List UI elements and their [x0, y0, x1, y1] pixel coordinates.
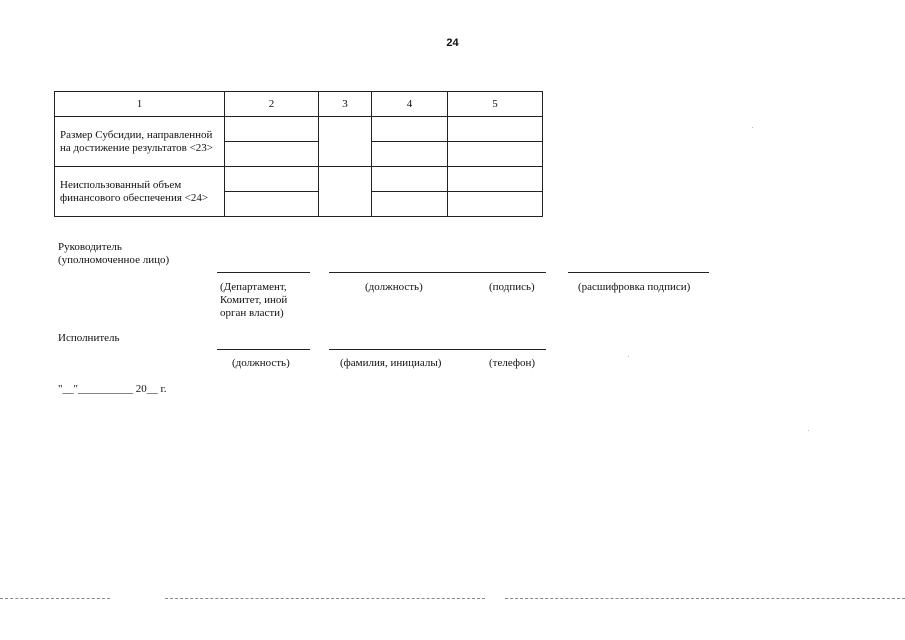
head-label: Руководитель (уполномоченное лицо)	[58, 241, 170, 266]
department-caption: (Департамент, Комитет, иной орган власти)	[220, 281, 288, 319]
department-signature-line	[217, 272, 310, 273]
executor-phone-caption: (телефон)	[489, 357, 536, 369]
row-label-unused-funds: Неиспользованный объем финансового обеспечения <24>	[55, 167, 225, 217]
column-number-4: 4	[372, 92, 448, 117]
row-label-subsidy-amount: Размер Субсидии, направленной на достижение результатов <23>	[55, 117, 225, 167]
table-cell	[372, 167, 448, 192]
decryption-signature-line	[568, 272, 709, 273]
table-cell	[448, 167, 543, 192]
executor-name-caption: (фамилия, инициалы)	[340, 357, 442, 369]
scan-speck	[628, 356, 629, 357]
signature-caption: (подпись)	[489, 281, 535, 293]
table-cell	[319, 167, 372, 217]
page-number: 24	[446, 37, 459, 49]
scan-speck	[808, 430, 809, 431]
decryption-caption: (расшифровка подписи)	[578, 281, 691, 293]
executor-position-caption: (должность)	[232, 357, 290, 369]
table-cell	[448, 117, 543, 142]
table-header-row	[55, 92, 543, 117]
table-cell	[319, 117, 372, 167]
table-cell	[372, 142, 448, 167]
scan-edge-line	[0, 598, 110, 599]
column-number-5: 5	[448, 92, 543, 117]
column-number-3: 3	[319, 92, 372, 117]
table-cell	[448, 142, 543, 167]
scan-speck	[752, 127, 753, 128]
table-cell	[225, 117, 319, 142]
executor-name-line	[329, 349, 546, 350]
executor-label: Исполнитель	[58, 332, 120, 344]
position-caption: (должность)	[365, 281, 423, 293]
table-cell	[448, 192, 543, 217]
table-cell	[225, 167, 319, 192]
column-number-1: 1	[55, 92, 225, 117]
scan-edge-line	[505, 598, 905, 599]
executor-position-line	[217, 349, 310, 350]
table-cell	[372, 117, 448, 142]
table-row	[55, 117, 543, 142]
subsidy-report-table	[54, 91, 543, 217]
table-cell	[372, 192, 448, 217]
table-cell	[225, 142, 319, 167]
table-row	[55, 167, 543, 192]
scan-edge-line	[165, 598, 485, 599]
column-number-2: 2	[225, 92, 319, 117]
date-line: "__"__________ 20__ г.	[58, 383, 167, 395]
table-cell	[225, 192, 319, 217]
position-signature-line	[329, 272, 546, 273]
